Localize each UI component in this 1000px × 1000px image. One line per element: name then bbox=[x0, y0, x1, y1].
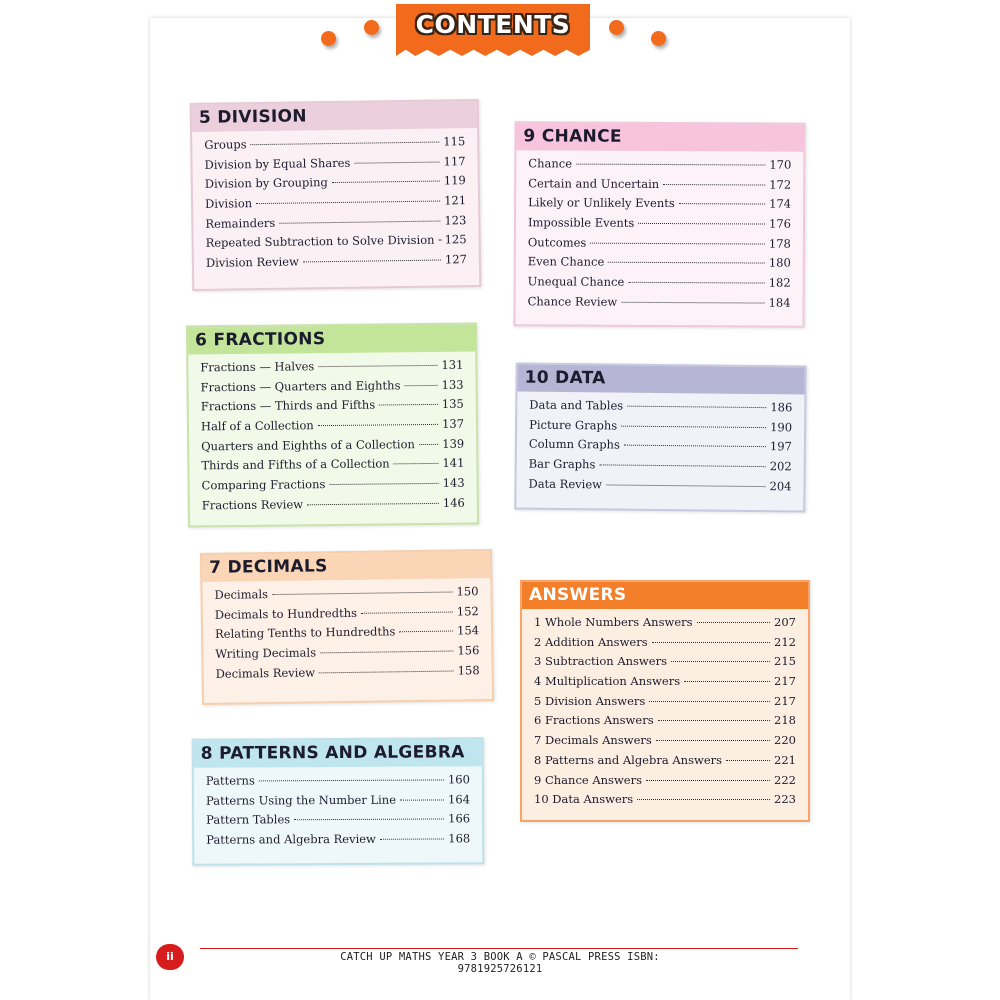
toc-entry[interactable] bbox=[534, 792, 796, 812]
toc-entry-page-number: 158 bbox=[457, 662, 480, 678]
toc-entry[interactable] bbox=[534, 733, 796, 753]
toc-entry-page-number: 217 bbox=[774, 674, 796, 689]
decorative-dot bbox=[321, 31, 336, 46]
dot-leader bbox=[656, 740, 770, 741]
toc-entry-title: Chance Review bbox=[527, 294, 618, 309]
decorative-dot bbox=[609, 20, 624, 35]
toc-list bbox=[516, 150, 804, 315]
toc-entry[interactable] bbox=[528, 255, 791, 276]
dot-leader bbox=[658, 720, 770, 721]
toc-entry[interactable] bbox=[528, 156, 791, 177]
toc-entry-title: Patterns bbox=[205, 773, 255, 788]
toc-list bbox=[522, 609, 808, 812]
toc-entry-title: Patterns and Algebra Review bbox=[206, 831, 376, 847]
dot-leader bbox=[637, 799, 770, 800]
toc-entry-title: Half of a Collection bbox=[200, 418, 314, 434]
dot-leader bbox=[439, 240, 441, 241]
section-division bbox=[190, 99, 482, 291]
toc-entry-title: Likely or Unlikely Events bbox=[528, 195, 675, 211]
dot-leader bbox=[332, 181, 440, 184]
dot-leader bbox=[608, 262, 765, 264]
dot-leader bbox=[307, 503, 439, 505]
toc-entry-page-number: 139 bbox=[442, 436, 465, 451]
dot-leader bbox=[318, 365, 437, 367]
toc-entry-page-number: 170 bbox=[769, 157, 792, 172]
toc-entry[interactable] bbox=[206, 792, 470, 813]
dot-leader bbox=[400, 799, 444, 800]
toc-entry-title: Even Chance bbox=[527, 254, 605, 270]
toc-entry-page-number: 178 bbox=[768, 236, 791, 251]
toc-entry-page-number: 197 bbox=[769, 439, 792, 454]
dot-leader bbox=[404, 385, 437, 386]
toc-entry[interactable] bbox=[201, 417, 464, 439]
toc-entry[interactable] bbox=[202, 495, 465, 517]
toc-entry-title: Division by Equal Shares bbox=[204, 155, 351, 172]
toc-entry[interactable] bbox=[529, 457, 792, 479]
toc-entry-page-number: 127 bbox=[444, 252, 468, 267]
dot-leader bbox=[399, 631, 453, 633]
toc-entry-page-number: 156 bbox=[457, 643, 480, 658]
dot-leader bbox=[590, 242, 765, 244]
toc-entry-page-number: 221 bbox=[774, 752, 796, 767]
toc-entry-title: Division by Grouping bbox=[204, 175, 328, 192]
toc-entry-page-number: 154 bbox=[457, 623, 480, 638]
dot-leader bbox=[652, 642, 770, 643]
toc-entry[interactable] bbox=[534, 694, 796, 714]
section-heading: 10 DATA bbox=[517, 365, 804, 395]
toc-entry-page-number: 218 bbox=[774, 713, 796, 728]
dot-leader bbox=[649, 701, 770, 702]
dot-leader bbox=[663, 184, 765, 186]
toc-entry-page-number: 125 bbox=[444, 232, 467, 247]
dot-leader bbox=[256, 201, 440, 205]
section-heading: 7 DECIMALS bbox=[202, 551, 490, 582]
toc-entry-page-number: 190 bbox=[770, 419, 793, 435]
toc-entry[interactable] bbox=[528, 476, 791, 498]
toc-entry-title: 9 Chance Answers bbox=[534, 772, 643, 787]
toc-entry[interactable] bbox=[534, 615, 796, 635]
dot-leader bbox=[576, 164, 765, 166]
section-heading: ANSWERS bbox=[522, 582, 808, 609]
toc-entry-title: 10 Data Answers bbox=[534, 792, 634, 807]
toc-entry-page-number: 115 bbox=[443, 134, 466, 149]
toc-list bbox=[194, 766, 482, 852]
dot-leader bbox=[599, 464, 765, 467]
toc-entry-title: Picture Graphs bbox=[529, 417, 618, 433]
toc-entry-title: 6 Fractions Answers bbox=[534, 713, 654, 728]
toc-entry[interactable] bbox=[529, 417, 792, 439]
toc-entry[interactable] bbox=[201, 436, 464, 458]
toc-entry-title: Fractions — Thirds and Fifths bbox=[200, 397, 376, 414]
toc-entry[interactable] bbox=[534, 654, 796, 674]
toc-entry-page-number: 223 bbox=[774, 792, 796, 807]
toc-entry-title: 7 Decimals Answers bbox=[534, 733, 652, 748]
toc-entry-page-number: 131 bbox=[441, 357, 464, 372]
toc-entry-title: 3 Subtraction Answers bbox=[534, 654, 667, 669]
toc-entry-page-number: 166 bbox=[448, 811, 471, 826]
toc-entry-page-number: 186 bbox=[770, 400, 793, 415]
dot-leader bbox=[679, 203, 765, 204]
toc-list bbox=[188, 352, 477, 518]
section-decimals bbox=[200, 549, 494, 705]
toc-entry-page-number: 172 bbox=[769, 177, 792, 192]
toc-entry-page-number: 137 bbox=[441, 416, 465, 431]
toc-entry-page-number: 207 bbox=[774, 615, 796, 629]
dot-leader bbox=[621, 302, 764, 304]
toc-entry-title: Fractions — Halves bbox=[200, 359, 315, 375]
toc-entry-title: Groups bbox=[204, 137, 247, 152]
toc-entry[interactable] bbox=[529, 398, 792, 420]
toc-entry[interactable] bbox=[528, 274, 791, 295]
toc-entry-title: Remainders bbox=[205, 215, 276, 231]
section-chance bbox=[513, 121, 805, 328]
toc-entry-page-number: 222 bbox=[774, 772, 796, 787]
toc-entry-page-number: 133 bbox=[441, 377, 464, 392]
toc-entry-page-number: 164 bbox=[447, 791, 471, 807]
toc-entry[interactable] bbox=[201, 456, 464, 478]
toc-entry-page-number: 217 bbox=[774, 693, 796, 708]
dot-leader bbox=[606, 484, 766, 487]
toc-entry-title: Decimals to Hundredths bbox=[214, 605, 358, 622]
section-heading: 9 CHANCE bbox=[516, 123, 803, 152]
toc-entry-page-number: 182 bbox=[768, 275, 791, 290]
toc-entry-page-number: 135 bbox=[441, 396, 464, 412]
toc-entry-title: Chance bbox=[528, 156, 573, 171]
toc-entry-title: Quarters and Eighths of a Collection bbox=[201, 436, 415, 454]
toc-entry-title: Impossible Events bbox=[527, 215, 635, 230]
toc-entry[interactable] bbox=[202, 476, 465, 498]
toc-entry-page-number: 123 bbox=[444, 212, 467, 228]
toc-entry[interactable] bbox=[528, 215, 791, 236]
dot-leader bbox=[272, 592, 453, 596]
toc-entry-page-number: 220 bbox=[774, 733, 796, 748]
toc-entry[interactable] bbox=[534, 674, 796, 694]
dot-leader bbox=[684, 681, 770, 682]
footer-rule bbox=[200, 948, 798, 949]
dot-leader bbox=[329, 483, 438, 485]
dot-leader bbox=[320, 651, 453, 654]
toc-entry-title: 1 Whole Numbers Answers bbox=[534, 615, 693, 629]
dot-leader bbox=[394, 463, 439, 464]
toc-entry[interactable] bbox=[206, 831, 470, 852]
toc-entry-title: Data Review bbox=[528, 476, 603, 492]
toc-entry-title: Division bbox=[205, 196, 253, 211]
dot-leader bbox=[303, 260, 441, 263]
toc-entry[interactable] bbox=[534, 635, 796, 655]
toc-entry[interactable] bbox=[206, 252, 467, 275]
toc-entry[interactable] bbox=[206, 772, 470, 793]
dot-leader bbox=[259, 779, 444, 781]
section-fractions bbox=[186, 322, 479, 527]
toc-entry-title: Fractions Review bbox=[201, 497, 304, 513]
toc-list bbox=[202, 578, 491, 686]
footer-credit: CATCH UP MATHS YEAR 3 BOOK A © PASCAL PRESS ISBN: 9781925726121 bbox=[340, 951, 660, 975]
dot-leader bbox=[319, 670, 454, 673]
toc-entry[interactable] bbox=[528, 294, 791, 315]
toc-entry-page-number: 168 bbox=[448, 831, 471, 846]
toc-entry-title: Thirds and Fifths of a Collection bbox=[201, 456, 390, 473]
section-heading: 8 PATTERNS AND ALGEBRA bbox=[194, 739, 482, 768]
toc-entry[interactable] bbox=[529, 437, 792, 459]
decorative-dot bbox=[651, 31, 666, 46]
toc-entry-title: Writing Decimals bbox=[215, 645, 317, 661]
toc-entry[interactable] bbox=[200, 358, 463, 380]
toc-entry[interactable] bbox=[534, 713, 796, 733]
dot-leader bbox=[380, 839, 444, 840]
toc-entry-title: Repeated Subtraction to Solve Division bbox=[205, 233, 435, 251]
section-data bbox=[514, 362, 807, 512]
toc-entry[interactable] bbox=[528, 196, 791, 217]
dot-leader bbox=[624, 445, 766, 447]
toc-entry[interactable] bbox=[528, 176, 791, 197]
dot-leader bbox=[419, 444, 438, 445]
dot-leader bbox=[279, 220, 440, 223]
toc-entry-page-number: 117 bbox=[443, 153, 466, 169]
toc-entry-page-number: 184 bbox=[768, 295, 791, 310]
toc-entry-title: 2 Addition Answers bbox=[534, 634, 648, 649]
toc-entry-title: Decimals Review bbox=[215, 665, 316, 681]
toc-entry-page-number: 121 bbox=[444, 193, 467, 208]
toc-entry-title: Comparing Fractions bbox=[201, 477, 326, 493]
toc-entry-page-number: 152 bbox=[456, 603, 479, 619]
toc-entry-page-number: 212 bbox=[774, 634, 796, 649]
section-patterns-and-algebra bbox=[192, 737, 485, 866]
dot-leader bbox=[318, 424, 438, 426]
page-title: CONTENTS bbox=[415, 10, 571, 39]
toc-entry-page-number: 150 bbox=[456, 584, 479, 599]
toc-entry-page-number: 202 bbox=[769, 459, 792, 474]
toc-entry-page-number: 176 bbox=[769, 216, 792, 231]
toc-entry[interactable] bbox=[206, 812, 470, 833]
dot-leader bbox=[646, 780, 770, 781]
dot-leader bbox=[379, 404, 438, 406]
toc-entry-title: 5 Division Answers bbox=[534, 693, 646, 708]
dot-leader bbox=[628, 282, 764, 284]
toc-entry[interactable] bbox=[528, 235, 791, 256]
dot-leader bbox=[638, 223, 765, 225]
toc-entry-title: Certain and Uncertain bbox=[528, 175, 660, 191]
toc-entry-title: Division Review bbox=[205, 254, 299, 270]
toc-entry[interactable] bbox=[201, 377, 464, 399]
dot-leader bbox=[671, 661, 770, 662]
dot-leader bbox=[697, 622, 771, 623]
toc-entry-title: Data and Tables bbox=[529, 397, 624, 413]
section-answers bbox=[520, 580, 810, 822]
toc-entry-title: Pattern Tables bbox=[206, 812, 291, 828]
toc-entry-title: Patterns Using the Number Line bbox=[205, 792, 397, 808]
dot-leader bbox=[354, 161, 439, 163]
toc-entry-page-number: 204 bbox=[769, 478, 792, 494]
section-heading: 5 DIVISION bbox=[192, 101, 477, 132]
toc-entry-page-number: 143 bbox=[442, 475, 465, 490]
section-heading: 6 FRACTIONS bbox=[188, 325, 475, 355]
page-number-badge: ii bbox=[156, 944, 184, 970]
toc-entry-page-number: 146 bbox=[442, 495, 465, 510]
dot-leader bbox=[294, 819, 444, 821]
toc-entry-title: Unequal Chance bbox=[527, 274, 625, 289]
toc-entry-page-number: 180 bbox=[768, 256, 791, 271]
toc-entry-title: Fractions — Quarters and Eighths bbox=[200, 377, 401, 395]
toc-entry-page-number: 119 bbox=[443, 173, 466, 188]
toc-entry[interactable] bbox=[534, 773, 796, 793]
toc-entry[interactable] bbox=[216, 663, 480, 686]
dot-leader bbox=[361, 611, 453, 613]
dot-leader bbox=[621, 425, 766, 428]
toc-entry-page-number: 141 bbox=[442, 456, 465, 471]
toc-entry[interactable] bbox=[534, 753, 796, 773]
toc-list bbox=[192, 128, 479, 276]
dot-leader bbox=[627, 406, 766, 408]
dot-leader bbox=[251, 142, 440, 146]
toc-entry-title: 4 Multiplication Answers bbox=[534, 674, 681, 689]
toc-entry-page-number: 160 bbox=[447, 772, 470, 787]
toc-entry-title: 8 Patterns and Algebra Answers bbox=[534, 752, 723, 767]
toc-list bbox=[516, 391, 804, 498]
toc-entry-title: Column Graphs bbox=[528, 436, 620, 452]
toc-entry-title: Bar Graphs bbox=[528, 456, 596, 472]
toc-entry-title: Relating Tenths to Hundredths bbox=[214, 624, 396, 642]
toc-entry-page-number: 215 bbox=[774, 654, 796, 669]
toc-entry-title: Outcomes bbox=[527, 235, 587, 250]
toc-entry[interactable] bbox=[201, 397, 464, 419]
dot-leader bbox=[726, 760, 770, 761]
decorative-dot bbox=[364, 20, 379, 35]
toc-entry-title: Decimals bbox=[214, 587, 269, 602]
toc-entry-page-number: 174 bbox=[769, 196, 792, 212]
